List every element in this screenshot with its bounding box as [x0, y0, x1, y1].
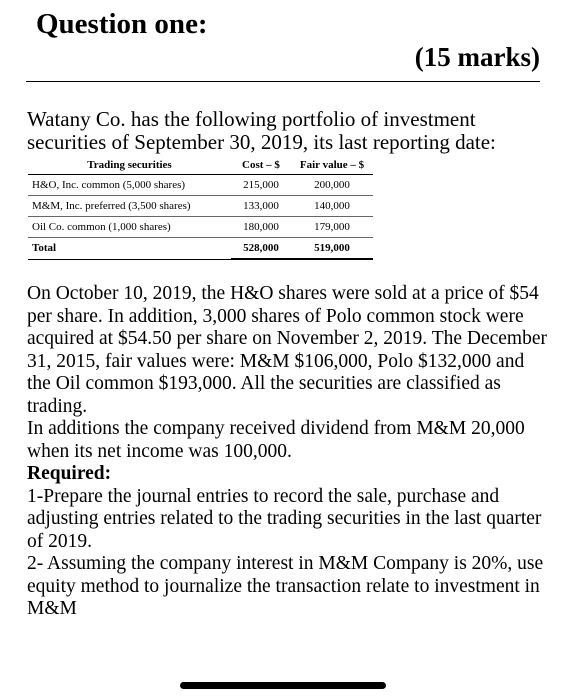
fair-value: 140,000 [291, 196, 373, 217]
table-total-row [28, 238, 373, 260]
portfolio-table [28, 158, 373, 260]
table-row [28, 196, 373, 217]
home-indicator-bar[interactable] [180, 682, 386, 689]
question-body [27, 283, 547, 621]
intro-text: Watany Co. has the following portfolio of investment securities of September 30, 2019, its last reporting date: [27, 107, 496, 154]
requirement-1: 1-Prepare the journal entries to record the sale, purchase and adjusting entries related to the trading securities in the last quarter of 2019. [27, 485, 542, 552]
table-row [28, 217, 373, 238]
header-trading-securities: Trading securities [28, 158, 231, 175]
heading-divider [26, 81, 540, 82]
total-fair-value: 519,000 [291, 238, 373, 260]
dividend-paragraph: In additions the company received dividend from M&M 20,000 when its net income was 100,000. [27, 418, 525, 462]
cost-value: 180,000 [231, 217, 291, 238]
security-name: Oil Co. common (1,000 shares) [28, 217, 231, 238]
table-header-row [28, 158, 373, 175]
requirement-2: 2- Assuming the company interest in M&M Company is 20%, use equity method to journalize the transaction relate to investment in M&M [27, 553, 544, 619]
required-heading: Required: [27, 463, 112, 484]
cost-value: 133,000 [231, 196, 291, 217]
security-name: H&O, Inc. common (5,000 shares) [28, 175, 231, 196]
fair-value: 179,000 [291, 217, 373, 238]
cost-value: 215,000 [231, 175, 291, 196]
total-cost: 528,000 [231, 238, 291, 260]
transactions-paragraph: On October 10, 2019, the H&O shares were sold at a price of $54 per share. In addition, 3,000 shares of Polo common stock were acquired at $54.50 per share on November 2, 2019. The December 31, 2015, fair values were: M&M $106,000, Polo $132,000 and the Oil common $193,000. All the securities are classified as trading. [27, 283, 547, 417]
marks-label: (15 marks) [414, 42, 540, 72]
fair-value: 200,000 [291, 175, 373, 196]
total-label: Total [28, 238, 231, 260]
question-heading: Question one: [36, 8, 208, 40]
header-cost: Cost – $ [231, 158, 291, 175]
header-fair-value: Fair value – $ [291, 158, 373, 175]
security-name: M&M, Inc. preferred (3,500 shares) [28, 196, 231, 217]
table-row [28, 175, 373, 196]
